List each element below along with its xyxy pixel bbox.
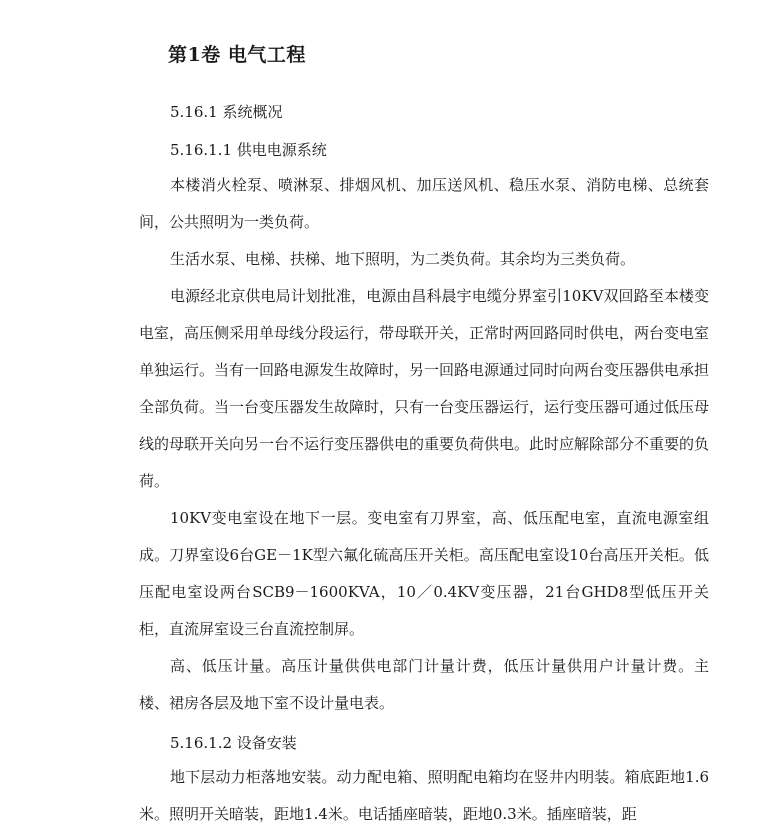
paragraph-metering: 高、低压计量。高压计量供供电部门计量计费，低压计量供用户计量计费。主楼、裙房各层及地下室不设计量电表。: [139, 657, 709, 712]
paragraph-power-source: 电源经北京供电局计划批准，电源由昌科晨宇电缆分界室引10KV双回路至本楼变电室，高压侧采用单母线分段运行，带母联开关，正常时两回路同时供电，两台变电室单独运行。当有一回路电源发生故障时，另一回路电源通过同时向两台变压器供电承担全部负荷。当一台变压器发生故障时，只有一台变压器运行，运行变压器可通过低压母线的母联开关向另一台不运行变压器供电的重要负荷供电。此时应解除部分不重要的负荷。: [139, 287, 710, 490]
section-heading-system-overview: 5.16.1 系统概况: [170, 103, 283, 121]
section-heading-power-supply: 5.16.1.1 供电电源系统: [170, 141, 327, 159]
paragraph-load-class-two: 生活水泵、电梯、扶梯、地下照明，为二类负荷。其余均为三类负荷。: [170, 250, 636, 268]
section-heading-equipment-installation: 5.16.1.2 设备安装: [170, 734, 297, 752]
paragraph-equipment-installation: 地下层动力柜落地安装。动力配电箱、照明配电箱均在竖井内明装。箱底距地1.6米。照明开关暗装，距地1.4米。电话插座暗装，距地0.3米。插座暗装，距: [139, 768, 709, 823]
paragraph-load-class-one: 本楼消火栓泵、喷淋泵、排烟风机、加压送风机、稳压水泵、消防电梯、总统套间，公共照明为一类负荷。: [139, 176, 709, 231]
paragraph-substation: 10KV变电室设在地下一层。变电室有刀界室，高、低压配电室，直流电源室组成。刀界室设6台GE－1K型六氟化硫高压开关柜。高压配电室设10台高压开关柜。低压配电室设两台SCB9－1600KVA，10／0.4KV变压器，21台GHD8型低压开关柜，直流屏室设三台直流控制屏。: [139, 509, 709, 638]
volume-title: 第1卷 电气工程: [168, 44, 306, 66]
